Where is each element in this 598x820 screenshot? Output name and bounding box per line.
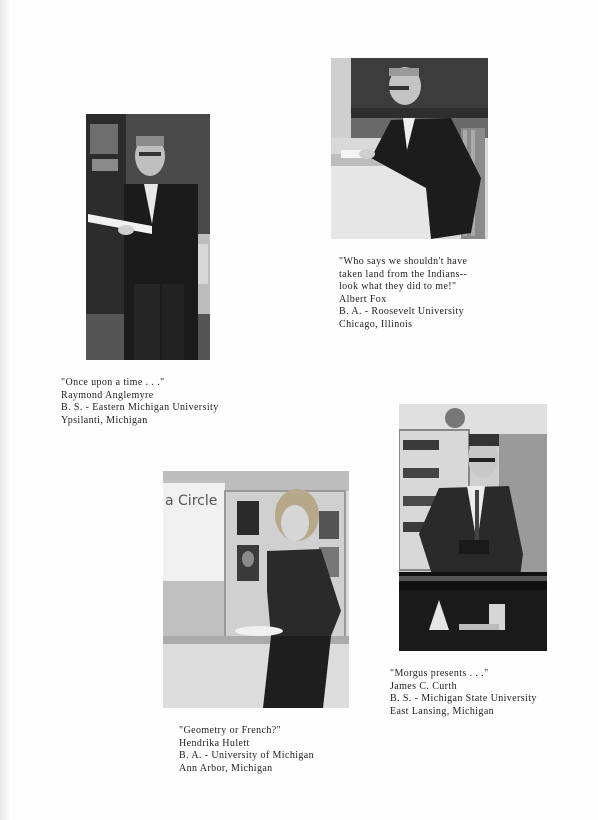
caption-quote-line-2: taken land from the Indians-- <box>339 268 468 280</box>
caption-albert-fox <box>339 256 467 331</box>
caption-name: Hendrika Hulett <box>179 737 250 749</box>
caption-degree: B. S. - Eastern Michigan University <box>61 402 219 413</box>
photo-hendrika-hulett <box>163 471 349 708</box>
caption-james-curth <box>390 668 537 718</box>
caption-quote: "Geometry or French?" <box>179 725 282 736</box>
caption-name: James C. Curth <box>390 680 457 692</box>
caption-location: Ypsilanti, Michigan <box>61 414 148 426</box>
caption-name: Raymond Anglemyre <box>61 389 154 401</box>
photo-james-curth <box>399 404 547 651</box>
photo-raymond-anglemyre <box>86 114 210 360</box>
caption-quote: "Morgus presents . . ." <box>390 668 489 679</box>
page-edge-shadow <box>0 0 10 820</box>
caption-name: Albert Fox <box>339 293 387 305</box>
caption-location: Ann Arbor, Michigan <box>179 762 273 774</box>
caption-quote-line-1: "Who says we shouldn't have <box>339 256 468 267</box>
caption-location: Chicago, Illinois <box>339 318 413 330</box>
caption-degree: B. S. - Michigan State University <box>390 693 537 704</box>
caption-degree: B. A. - University of Michigan <box>179 750 315 761</box>
photo-albert-fox <box>331 58 488 239</box>
caption-hendrika-hulett <box>179 725 314 775</box>
caption-quote-line-3: look what they did to me!" <box>339 281 457 292</box>
caption-raymond-anglemyre <box>61 377 219 427</box>
chalkboard-text: a Circle <box>165 493 218 509</box>
caption-degree: B. A. - Roosevelt University <box>339 306 465 317</box>
caption-location: East Lansing, Michigan <box>390 705 495 717</box>
caption-quote: "Once upon a time . . ." <box>61 377 165 388</box>
